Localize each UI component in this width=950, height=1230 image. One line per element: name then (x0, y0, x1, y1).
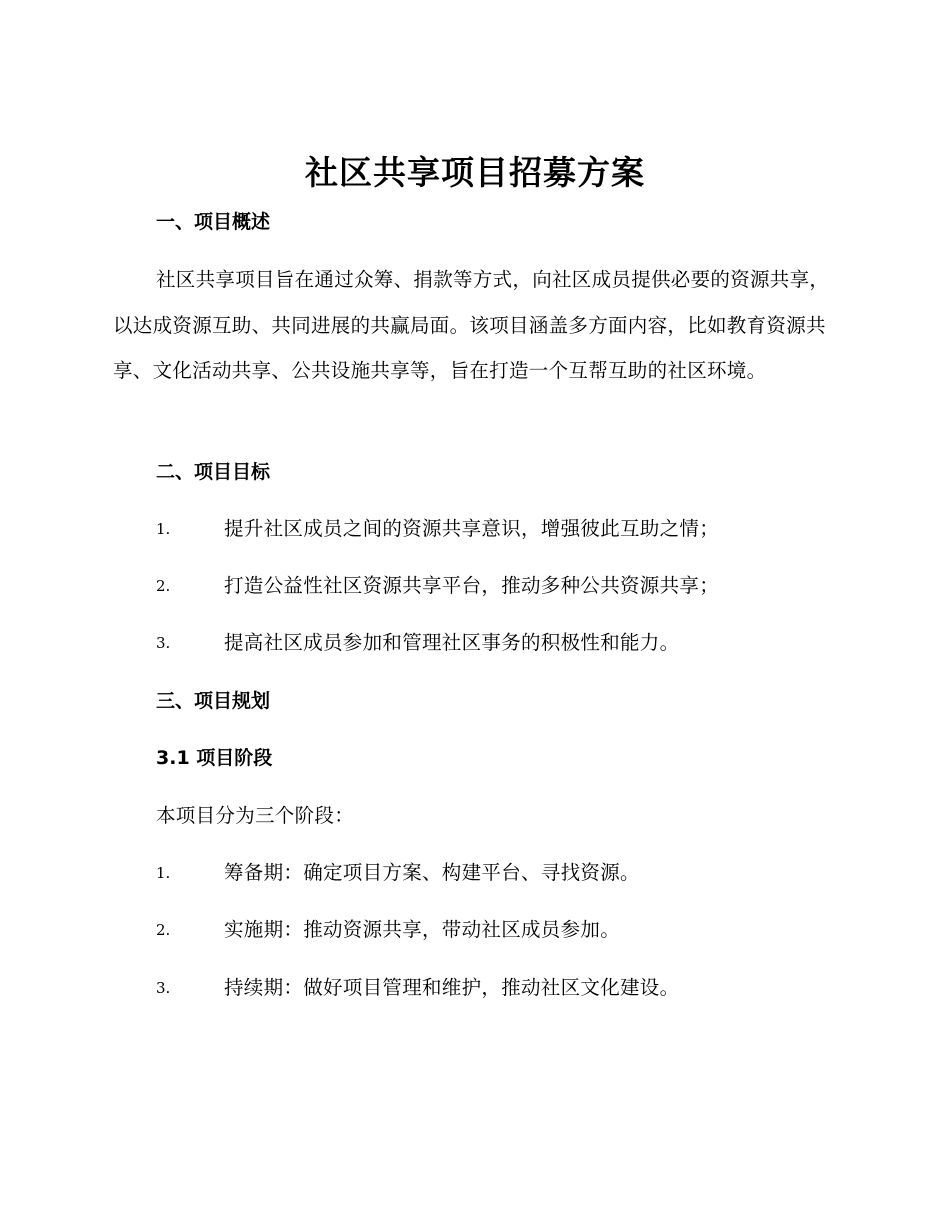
list-number: 2. (156, 921, 171, 939)
phases-intro: 本项目分为三个阶段： (156, 804, 355, 827)
list-text: 提高社区成员参加和管理社区事务的积极性和能力。 (224, 631, 680, 654)
section-heading-plan: 三、项目规划 (156, 690, 271, 712)
goals-list-item (156, 629, 836, 657)
phases-list-item (156, 916, 836, 944)
goals-list-item (156, 572, 836, 600)
section-heading-goals: 二、项目目标 (156, 461, 271, 483)
goals-list-item (156, 515, 836, 543)
list-number: 3. (156, 634, 171, 652)
document-title: 社区共享项目招募方案 (305, 153, 645, 192)
list-number: 3. (156, 979, 171, 997)
overview-paragraph: 社区共享项目旨在通过众筹、捐款等方式，向社区成员提供必要的资源共享，以达成资源互助、共同进展的共赢局面。该项目涵盖多方面内容，比如教育资源共享、文化活动共享、公共设施共享等，旨在打造一个互帮互助的社区环境。 (113, 268, 830, 383)
phases-list-item (156, 974, 836, 1002)
list-text: 实施期：推动资源共享，带动社区成员参加。 (224, 918, 621, 941)
subsection-heading-phases: 3.1 项目阶段 (156, 747, 273, 769)
list-number: 1. (156, 864, 171, 882)
list-text: 筹备期：确定项目方案、构建平台、寻找资源。 (224, 861, 640, 884)
list-text: 打造公益性社区资源共享平台，推动多种公共资源共享； (224, 574, 720, 597)
phases-list-item (156, 859, 836, 887)
list-text: 持续期：做好项目管理和维护，推动社区文化建设。 (224, 976, 680, 999)
list-number: 1. (156, 520, 171, 538)
list-number: 2. (156, 577, 171, 595)
section-heading-overview: 一、项目概述 (156, 211, 271, 233)
list-text: 提升社区成员之间的资源共享意识，增强彼此互助之情； (224, 517, 720, 540)
